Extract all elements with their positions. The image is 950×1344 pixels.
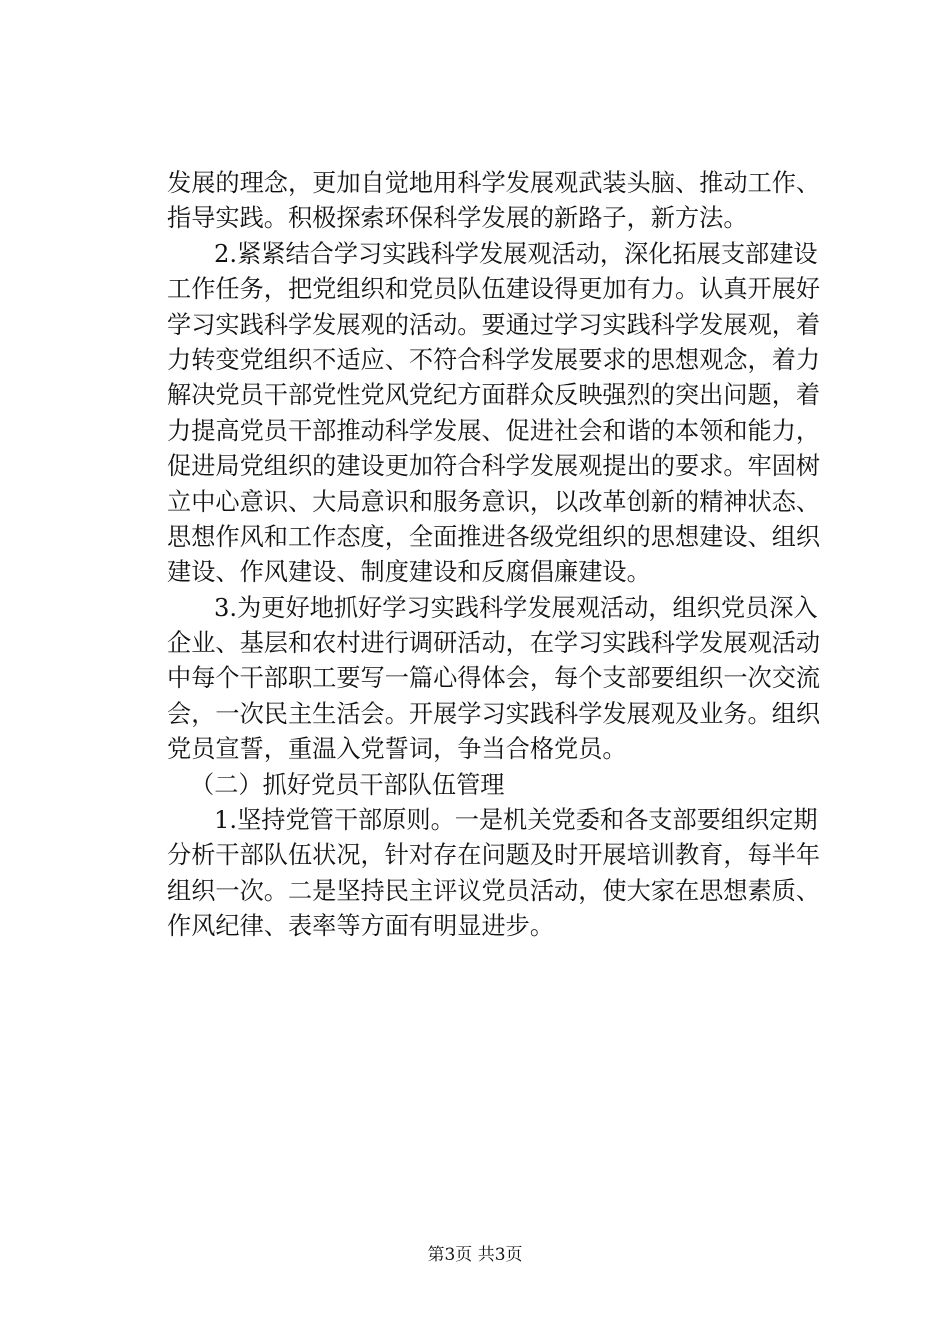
paragraph-start-line: 1.坚持党管干部原则。一是机关党委和各支部要组织定期 [214,806,818,835]
paragraph-start-line: 3.为更好地抓好学习实践科学发展观活动，组织党员深入 [214,593,818,622]
body-line: 工作任务，把党组织和党员队伍建设得更加有力。认真开展好 [167,275,821,304]
document-body [167,166,821,945]
body-line: 中每个干部职工要写一篇心得体会，每个支部要组织一次交流 [167,664,821,693]
body-line: 组织一次。二是坚持民主评议党员活动，使大家在思想素质、 [167,876,821,905]
body-line: 会，一次民主生活会。开展学习实践科学发展观及业务。组织 [167,699,821,728]
body-line: 作风纪律、表率等方面有明显进步。 [167,912,555,941]
body-line: 分析干部队伍状况，针对存在问题及时开展培训教育，每半年 [167,841,821,870]
body-line: 解决党员干部党性党风党纪方面群众反映强烈的突出问题，着 [167,381,821,410]
body-line: 思想作风和工作态度，全面推进各级党组织的思想建设、组织 [167,522,821,551]
body-line: 力提高党员干部推动科学发展、促进社会和谐的本领和能力， [167,416,821,445]
body-line: 立中心意识、大局意识和服务意识，以改革创新的精神状态、 [167,487,821,516]
body-line: 发展的理念，更加自觉地用科学发展观武装头脑、推动工作、 [167,169,821,197]
page-number-footer: 第3页 共3页 [427,1245,523,1265]
body-line: 促进局党组织的建设更加符合科学发展观提出的要求。牢固树 [167,452,821,481]
body-line: 学习实践科学发展观的活动。要通过学习实践科学发展观，着 [167,310,821,339]
body-line: 指导实践。积极探索环保科学发展的新路子，新方法。 [167,204,748,233]
paragraph-start-line: 2.紧紧结合学习实践科学发展观活动，深化拓展支部建设 [214,239,818,268]
body-line: 党员宣誓，重温入党誓词，争当合格党员。 [167,735,627,764]
body-line: 力转变党组织不适应、不符合科学发展要求的思想观念，着力 [167,345,821,374]
body-line: 建设、作风建设、制度建设和反腐倡廉建设。 [167,558,651,587]
body-line: 企业、基层和农村进行调研活动，在学习实践科学发展观活动 [167,629,821,658]
section-heading: （二）抓好党员干部队伍管理 [190,770,505,799]
